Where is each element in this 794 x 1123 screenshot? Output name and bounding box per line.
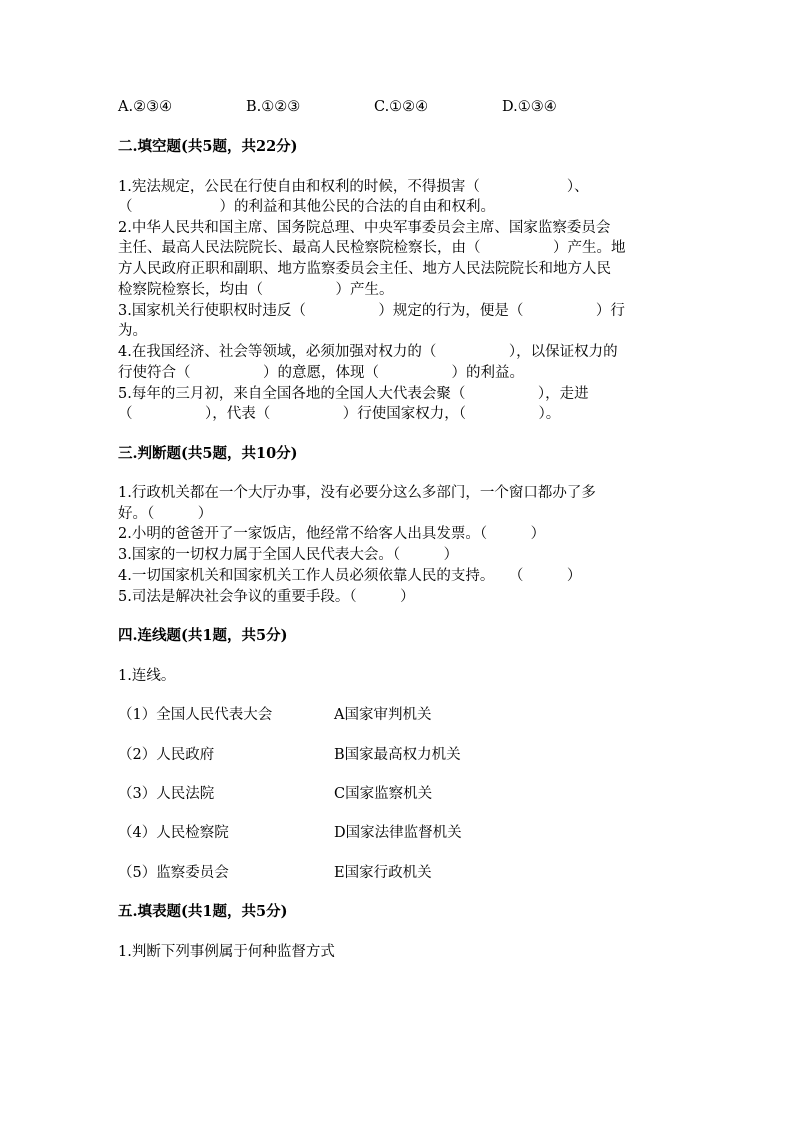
question-line: 1.宪法规定，公民在行使自由和权利的时候，不得损害（ ）、 — [118, 179, 589, 195]
matching-left-item: （5）监察委员会 — [118, 865, 229, 881]
matching-right-item: A国家审判机关 — [334, 707, 432, 723]
question-line: （ ）的利益和其他公民的合法的自由和权利。 — [118, 199, 495, 215]
question-line: 5.司法是解决社会争议的重要手段。（ ） — [118, 589, 415, 605]
matching-right-item: E国家行政机关 — [334, 865, 432, 881]
section-heading-matching: 四.连线题(共1题，共5分) — [118, 627, 288, 644]
question-line: 为。 — [118, 323, 147, 339]
question-line: 方人民政府正职和副职、地方监察委员会主任、地方人民法院院长和地方人民 — [118, 261, 611, 277]
matching-left-item: （4）人民检察院 — [118, 825, 229, 841]
question-line: 检察院检察长，均由（ ）产生。 — [118, 282, 394, 298]
matching-right-item: C国家监察机关 — [334, 786, 433, 802]
option-c: C.①②④ — [374, 99, 429, 115]
question-line: 1.行政机关都在一个大厅办事，没有必要分这么多部门，一个窗口都办了多 — [118, 485, 596, 501]
question-line: （ ），代表（ ）行使国家权力，（ ）。 — [118, 406, 561, 422]
option-a: A.②③④ — [118, 99, 173, 115]
section-heading-table-fill: 五.填表题(共1题，共5分) — [118, 903, 288, 920]
matching-left-item: （3）人民法院 — [118, 786, 215, 802]
question-line: 5.每年的三月初，来自全国各地的全国人大代表会聚（ ），走进 — [118, 386, 589, 402]
question-line: 3.国家机关行使职权时违反（ ）规定的行为，便是（ ）行 — [118, 303, 625, 319]
question-line: 2.中华人民共和国主席、国务院总理、中央军事委员会主席、国家监察委员会 — [118, 220, 611, 236]
question-line: 4.在我国经济、社会等领域，必须加强对权力的（ ），以保证权力的 — [118, 344, 618, 360]
section-heading-true-false: 三.判断题(共5题，共10分) — [118, 445, 298, 462]
question-line: 2.小明的爸爸开了一家饭店，他经常不给客人出具发票。（ ） — [118, 526, 546, 542]
matching-right-item: D国家法律监督机关 — [334, 825, 462, 841]
question-line: 好。（ ） — [118, 506, 213, 522]
question-line: 4.一切国家机关和国家机关工作人员必须依靠人民的支持。 （ ） — [118, 568, 582, 584]
option-d: D.①③④ — [502, 99, 557, 115]
question-line: 3.国家的一切权力属于全国人民代表大会。（ ） — [118, 547, 459, 563]
option-b: B.①②③ — [246, 99, 301, 115]
matching-prompt: 1.连线。 — [118, 668, 176, 684]
matching-right-item: B国家最高权力机关 — [334, 747, 461, 763]
question-line: 行使符合（ ）的意愿，体现（ ）的利益。 — [118, 365, 524, 381]
section-heading-fill-blank: 二.填空题(共5题，共22分) — [118, 138, 298, 155]
matching-left-item: （2）人民政府 — [118, 747, 215, 763]
question-line: 主任、最高人民法院院长、最高人民检察院检察长，由（ ）产生。地 — [118, 240, 626, 256]
table-fill-prompt: 1.判断下列事例属于何种监督方式 — [118, 944, 335, 960]
matching-left-item: （1）全国人民代表大会 — [118, 707, 273, 723]
